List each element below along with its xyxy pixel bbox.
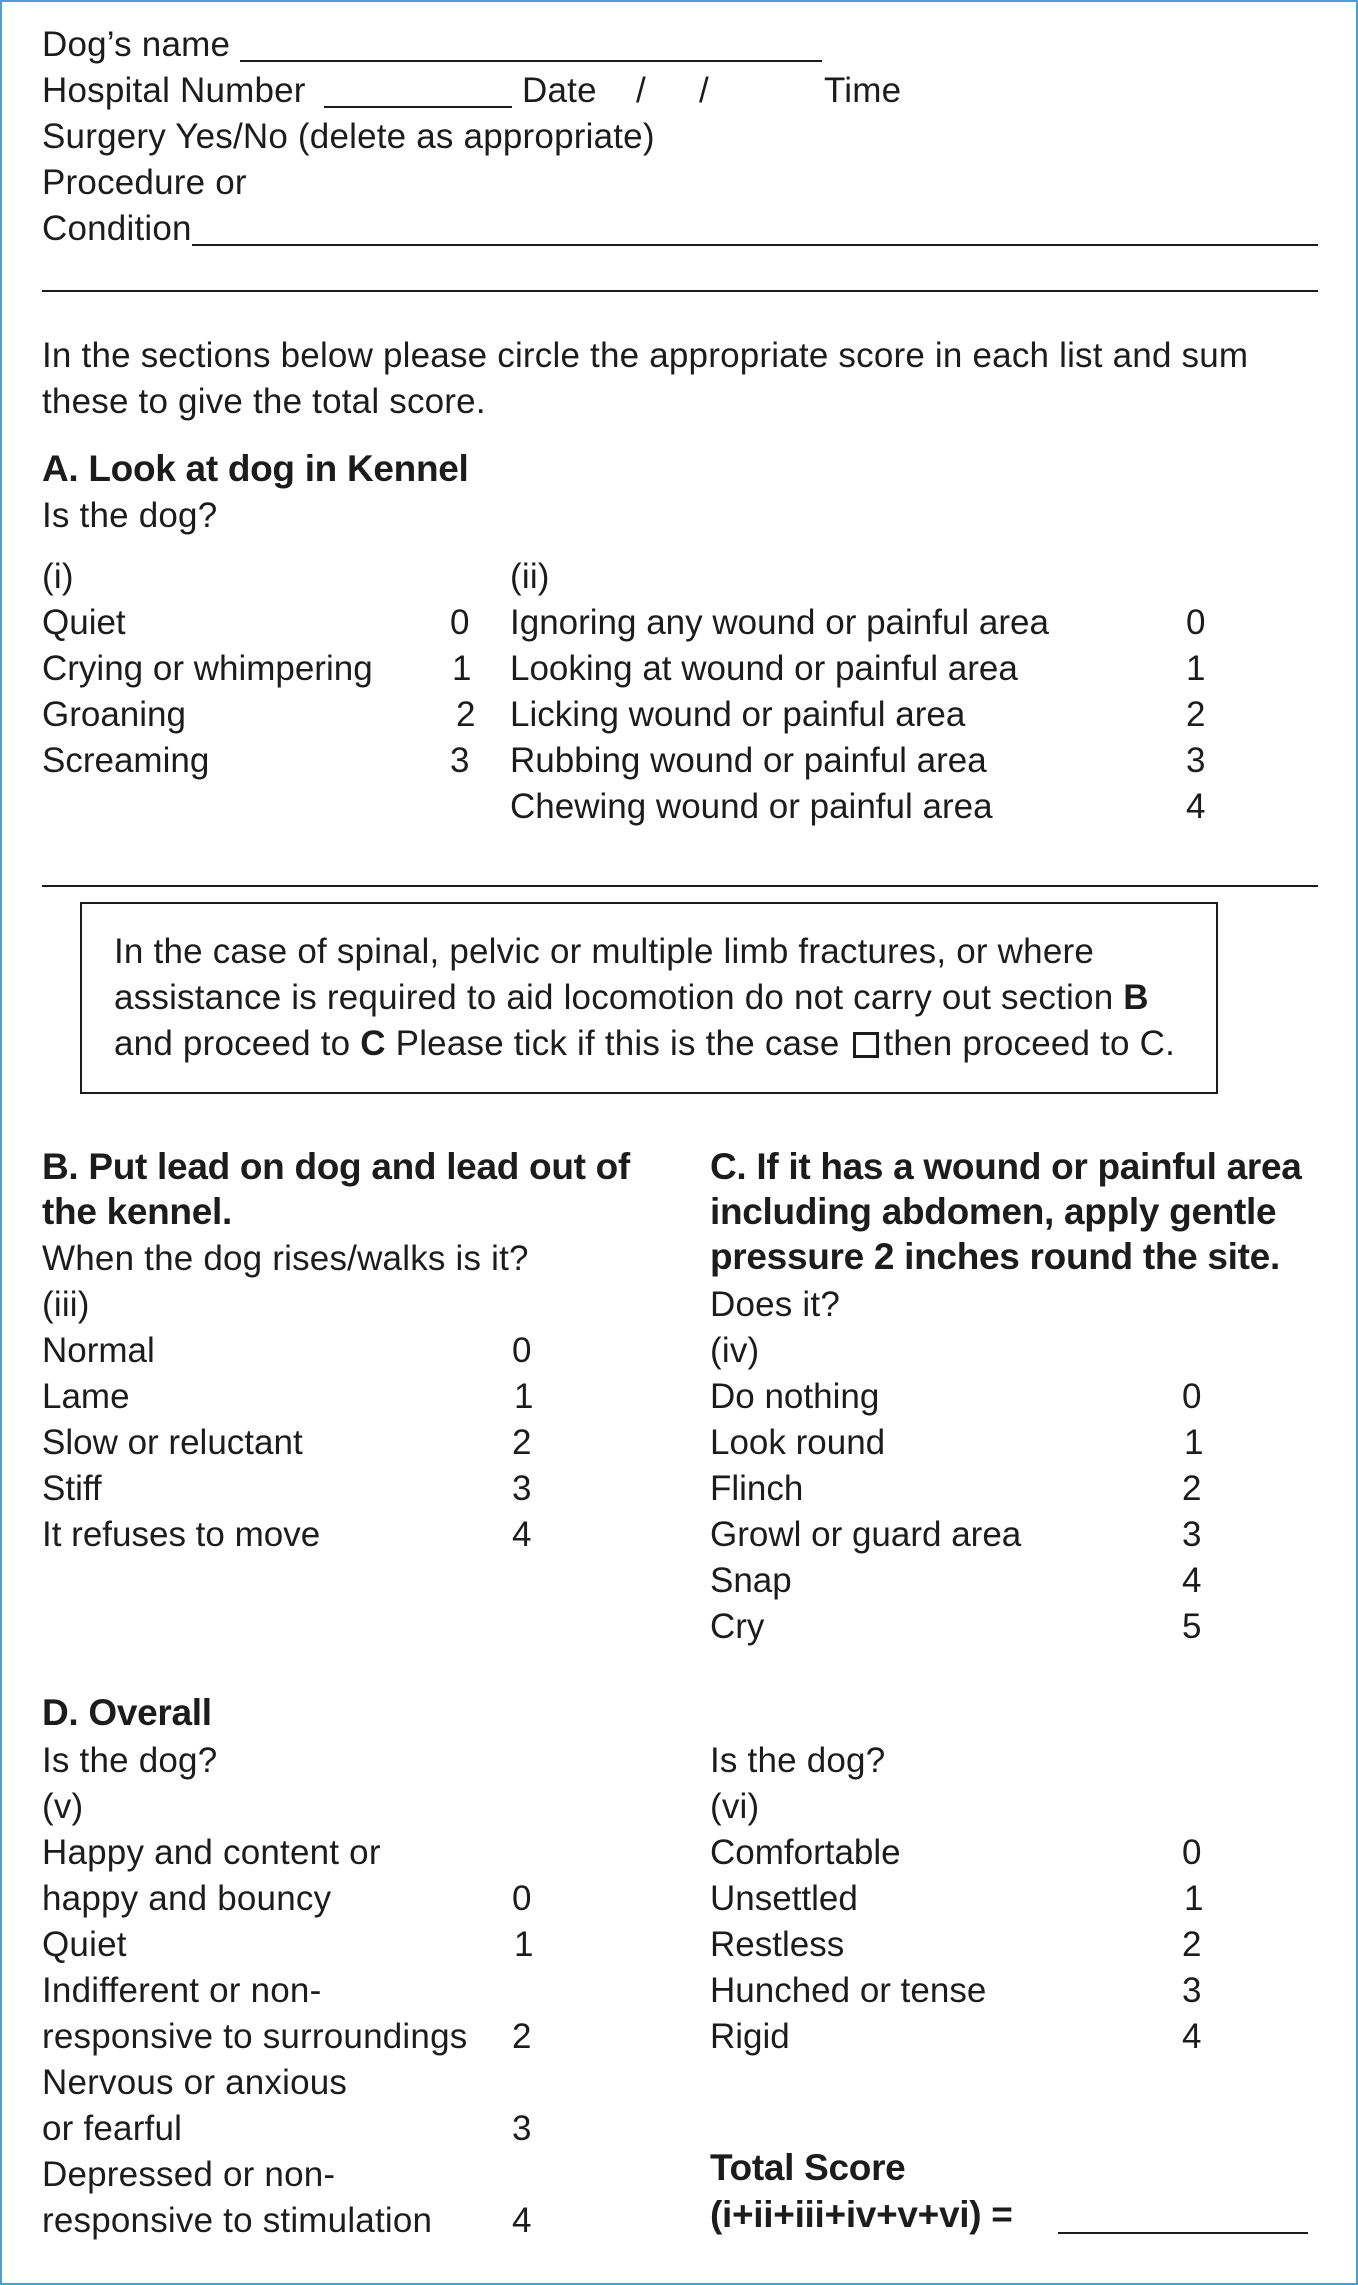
instructions-line2: these to give the total score.: [42, 382, 486, 421]
score-value[interactable]: 4: [512, 2201, 532, 2240]
list-item[interactable]: Rubbing wound or painful area 3: [510, 739, 1230, 785]
score-value[interactable]: 2: [456, 695, 476, 734]
list-item[interactable]: Crying or whimpering 1: [42, 647, 482, 693]
hospital-number-field[interactable]: [324, 106, 512, 108]
list-ii-label: (ii): [510, 557, 550, 596]
score-value[interactable]: 1: [452, 649, 472, 688]
section-c-title-line1: C. If it has a wound or painful area: [710, 1146, 1302, 1187]
score-value[interactable]: 0: [1186, 603, 1206, 642]
section-d-question-vi: Is the dog?: [710, 1741, 886, 1780]
list-i-label: (i): [42, 557, 74, 596]
section-b-title-line2: the kennel.: [42, 1191, 232, 1232]
score-value[interactable]: 4: [512, 1515, 532, 1554]
score-value[interactable]: 1: [1184, 1423, 1204, 1462]
list-item[interactable]: Growl or guard area 3: [710, 1513, 1230, 1559]
score-value[interactable]: 1: [1186, 649, 1206, 688]
list-item[interactable]: Lame 1: [42, 1375, 562, 1421]
total-score-field[interactable]: [1058, 2232, 1308, 2234]
fracture-notice-box: [80, 902, 1218, 1094]
score-value[interactable]: 2: [512, 2017, 532, 2056]
score-value[interactable]: 4: [1186, 787, 1206, 826]
dogs-name-label: Dog’s name: [42, 25, 231, 64]
procedure-label-line1: Procedure or: [42, 163, 247, 202]
section-d-question-v: Is the dog?: [42, 1741, 218, 1780]
score-value[interactable]: 3: [1182, 1515, 1202, 1554]
list-v-item0-line2: happy and bouncy: [42, 1879, 332, 1918]
score-value[interactable]: 2: [1186, 695, 1206, 734]
list-v-item4-line1: Depressed or non-: [42, 2155, 336, 2194]
list-v-item4-line2: responsive to stimulation: [42, 2201, 433, 2240]
hospital-number-label: Hospital Number: [42, 71, 306, 110]
list-vi-label: (vi): [710, 1787, 760, 1826]
list-iii-label: (iii): [42, 1285, 90, 1324]
score-value[interactable]: 0: [512, 1879, 532, 1918]
section-b-question: When the dog rises/walks is it?: [42, 1239, 529, 1278]
score-value[interactable]: 2: [512, 1423, 532, 1462]
list-v-item1: Quiet: [42, 1925, 127, 1964]
date-separator-2: /: [699, 71, 709, 110]
section-b-title-line1: B. Put lead on dog and lead out of: [42, 1146, 630, 1187]
list-v-item3-line1: Nervous or anxious: [42, 2063, 348, 2102]
procedure-field-continuation[interactable]: [42, 290, 1318, 292]
list-v-item0-line1: Happy and content or: [42, 1833, 381, 1872]
score-value[interactable]: 5: [1182, 1607, 1202, 1646]
list-item[interactable]: Looking at wound or painful area 1: [510, 647, 1230, 693]
score-value[interactable]: 1: [1184, 1879, 1204, 1918]
list-item[interactable]: Licking wound or painful area 2: [510, 693, 1230, 739]
list-item[interactable]: Do nothing 0: [710, 1375, 1230, 1421]
list-item[interactable]: Restless 2: [710, 1923, 1230, 1969]
notice-line2: assistance is required to aid locomotion do not carry out section B: [114, 978, 1149, 1017]
section-divider: [42, 885, 1318, 887]
section-d-title: D. Overall: [42, 1692, 212, 1733]
score-value[interactable]: 2: [1182, 1925, 1202, 1964]
score-value[interactable]: 3: [512, 1469, 532, 1508]
list-item[interactable]: Stiff 3: [42, 1467, 562, 1513]
list-item[interactable]: Ignoring any wound or painful area 0: [510, 601, 1230, 647]
date-separator-1: /: [636, 71, 646, 110]
date-label: Date: [522, 71, 597, 110]
list-v-item2-line1: Indifferent or non-: [42, 1971, 322, 2010]
section-a-title: A. Look at dog in Kennel: [42, 448, 469, 489]
score-value[interactable]: 4: [1182, 2017, 1202, 2056]
notice-line1: In the case of spinal, pelvic or multiple limb fractures, or where: [114, 932, 1095, 971]
list-v-label: (v): [42, 1787, 84, 1826]
list-item[interactable]: Chewing wound or painful area 4: [510, 785, 1230, 831]
score-value[interactable]: 3: [1186, 741, 1206, 780]
score-value[interactable]: 0: [450, 603, 470, 642]
section-c-question: Does it?: [710, 1285, 840, 1324]
section-c-title-line3: pressure 2 inches round the site.: [710, 1236, 1280, 1277]
list-item[interactable]: Flinch 2: [710, 1467, 1230, 1513]
section-c-title-line2: including abdomen, apply gentle: [710, 1191, 1277, 1232]
score-value[interactable]: 1: [514, 1377, 534, 1416]
score-value[interactable]: 3: [1182, 1971, 1202, 2010]
procedure-field[interactable]: [192, 244, 1318, 246]
score-value[interactable]: 0: [1182, 1377, 1202, 1416]
procedure-label-line2: Condition: [42, 209, 192, 248]
score-value[interactable]: 0: [512, 1331, 532, 1370]
list-iv-label: (iv): [710, 1331, 760, 1370]
list-item[interactable]: Snap 4: [710, 1559, 1230, 1605]
score-value[interactable]: 4: [1182, 1561, 1202, 1600]
score-value[interactable]: 3: [512, 2109, 532, 2148]
surgery-label: Surgery Yes/No (delete as appropriate): [42, 117, 655, 156]
list-item[interactable]: Look round 1: [710, 1421, 1230, 1467]
score-value[interactable]: 1: [514, 1925, 534, 1964]
list-item[interactable]: Cry 5: [710, 1605, 1230, 1651]
score-value[interactable]: 2: [1182, 1469, 1202, 1508]
list-v-item2-line2: responsive to surroundings: [42, 2017, 468, 2056]
score-value[interactable]: 3: [450, 741, 470, 780]
list-v-item3-line2: or fearful: [42, 2109, 183, 2148]
total-score-formula: (i+ii+iii+iv+v+vi) =: [710, 2194, 1013, 2235]
list-item[interactable]: Normal 0: [42, 1329, 562, 1375]
time-label: Time: [824, 71, 902, 110]
notice-line3: and proceed to C Please tick if this is the case then proceed to C.: [114, 1024, 1176, 1063]
instructions-line1: In the sections below please circle the appropriate score in each list and sum: [42, 336, 1249, 375]
score-value[interactable]: 0: [1182, 1833, 1202, 1872]
list-item[interactable]: Slow or reluctant 2: [42, 1421, 562, 1467]
list-item[interactable]: Quiet 0: [42, 601, 482, 647]
section-a-question: Is the dog?: [42, 496, 218, 535]
list-item[interactable]: Unsettled 1: [710, 1877, 1230, 1923]
total-score-label: Total Score: [710, 2147, 906, 2188]
dogs-name-field[interactable]: [240, 60, 822, 62]
list-item[interactable]: Rigid 4: [710, 2015, 1230, 2061]
list-item[interactable]: Comfortable 0: [710, 1831, 1230, 1877]
fracture-checkbox[interactable]: [853, 1032, 879, 1058]
list-item[interactable]: Groaning 2: [42, 693, 482, 739]
list-item[interactable]: It refuses to move 4: [42, 1513, 562, 1559]
list-item[interactable]: Screaming 3: [42, 739, 482, 785]
list-item[interactable]: Hunched or tense 3: [710, 1969, 1230, 2015]
